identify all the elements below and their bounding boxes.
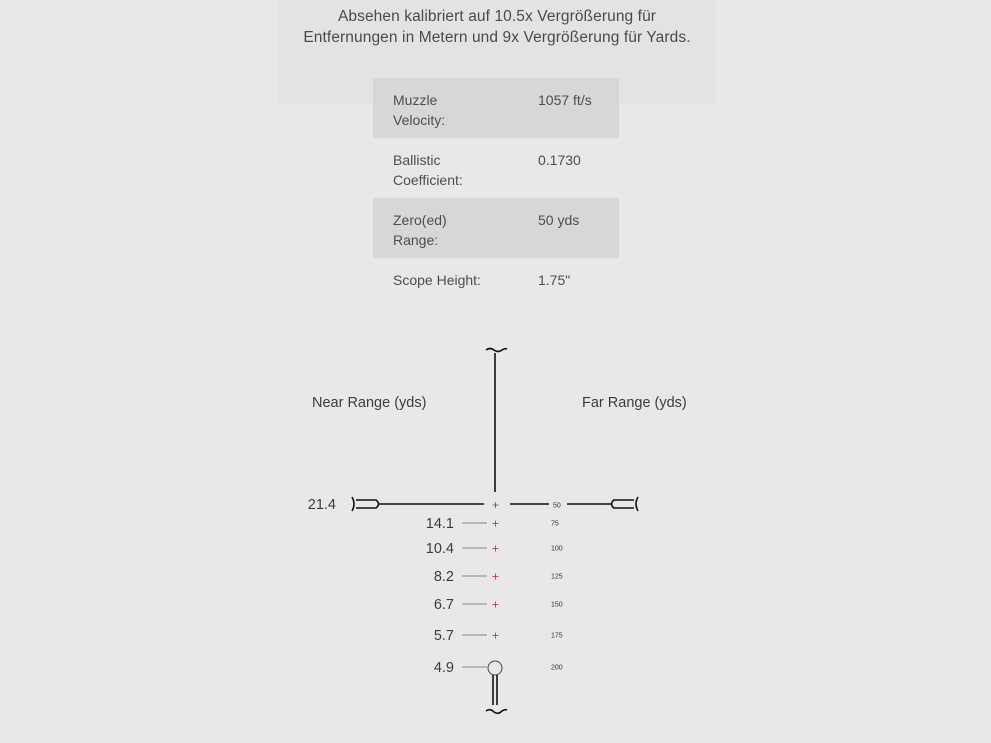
spec-value: 50 yds [538, 212, 580, 228]
bottom-aim-circle [488, 661, 502, 675]
spec-label: Zero(ed) Range: [393, 212, 447, 248]
holdover-plus-mark: + [491, 569, 500, 584]
far-range-label: 100 [551, 545, 563, 553]
holdover-plus-mark: + [491, 628, 500, 643]
caption-line-1: Absehen kalibriert auf 10.5x Vergrößerung für [337, 8, 657, 25]
near-range-label: 6.7 [433, 597, 454, 613]
holdover-plus-mark: + [491, 541, 500, 556]
spec-label: Muzzle Velocity: [393, 92, 446, 128]
near-range-main-label: 21.4 [307, 497, 336, 513]
near-range-label: 14.1 [425, 516, 454, 532]
center-plus-mark: + [491, 498, 500, 512]
near-range-label: 4.9 [433, 660, 454, 676]
holdover-plus-mark: + [491, 516, 500, 531]
far-range-label: 150 [551, 601, 563, 609]
reticle-holdover-marks [308, 497, 563, 676]
near-range-label: 5.7 [433, 628, 454, 644]
near-range-title: Near Range (yds) [312, 395, 427, 411]
spec-value: 1.75" [538, 272, 571, 288]
spec-label: Ballistic Coefficient: [393, 152, 463, 188]
reticle-crosshair [352, 349, 638, 714]
spec-label: Scope Height: [393, 272, 481, 288]
far-range-title: Far Range (yds) [582, 395, 687, 411]
right-post-cap [612, 497, 639, 511]
bottom-post-cap [486, 710, 507, 714]
spec-value: 1057 ft/s [538, 92, 592, 108]
far-range-main-label: 50 [553, 502, 561, 510]
holdover-plus-mark: + [491, 597, 500, 612]
far-range-label: 175 [551, 632, 563, 640]
far-range-label: 75 [551, 520, 559, 528]
near-range-label: 10.4 [425, 541, 454, 557]
far-range-label: 125 [551, 573, 563, 581]
top-post-cap [486, 349, 507, 352]
near-range-label: 8.2 [433, 569, 454, 585]
far-range-label: 200 [551, 664, 563, 672]
caption-line-2: Entfernungen in Metern und 9x Vergrößerung für Yards. [303, 29, 691, 46]
spec-value: 0.1730 [538, 152, 581, 168]
left-post-cap [352, 497, 379, 511]
